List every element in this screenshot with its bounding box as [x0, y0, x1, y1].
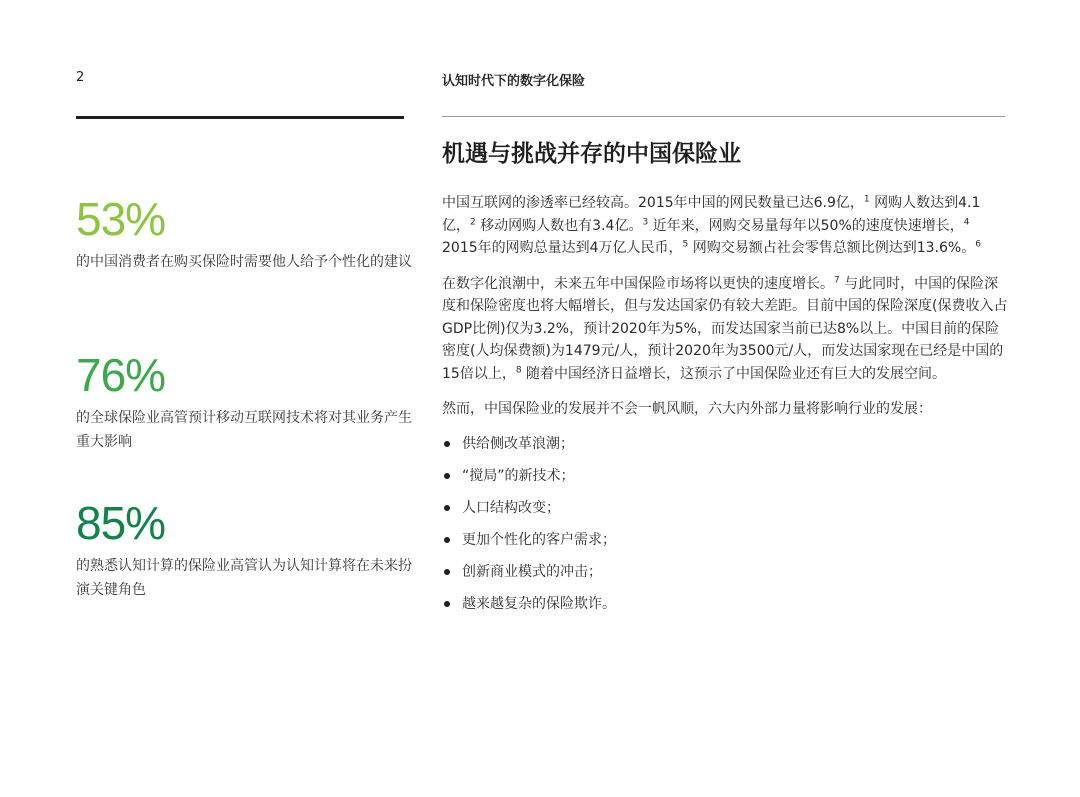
list-item-text: 供给侧改革浪潮； [462, 435, 574, 452]
stat-value: 76% [76, 349, 166, 401]
stat-value: 53% [76, 193, 166, 245]
footnote-ref: 3 [642, 216, 649, 227]
page-number: 2 [76, 70, 85, 85]
bullet-icon [444, 601, 450, 607]
list-item-text: 人口结构改变； [462, 499, 560, 516]
footnote-ref: 7 [834, 274, 840, 285]
footnote-ref: 8 [515, 364, 522, 375]
paragraph-text: 中国互联网的渗透率已经较高。2015年中国的网民数量已达6.9亿， [442, 195, 864, 211]
paragraph-market-growth [442, 273, 1008, 386]
stat-block-85 [76, 498, 416, 602]
list-item-text: “搅局”的新技术； [462, 467, 575, 484]
list-item [442, 498, 1008, 518]
running-header: 认知时代下的数字化保险 [442, 74, 586, 89]
stat-description: 的熟悉认知计算的保险业高管认为认知计算将在未来扮演关键角色 [76, 558, 412, 598]
left-divider [76, 116, 404, 119]
forces-list [442, 434, 1008, 614]
footnote-ref: 5 [682, 239, 689, 250]
bullet-icon [444, 569, 450, 575]
stat-block-53 [76, 194, 416, 274]
stat-description: 的全球保险业高管预计移动互联网技术将对其业务产生重大影响 [76, 410, 412, 450]
article-title: 机遇与挑战并存的中国保险业 [442, 141, 741, 167]
paragraph-six-forces: 然而，中国保险业的发展并不会一帆风顺，六大内外部力量将影响行业的发展： [442, 401, 932, 417]
paragraph-text: 近年来，网购交易量每年以50%的速度快速增长， [648, 217, 964, 234]
stat-value: 85% [76, 497, 166, 549]
list-item-text: 越来越复杂的保险欺诈。 [462, 595, 616, 612]
paragraph-text: 2015年的网购总量达到4万亿人民币， [442, 240, 683, 256]
paragraph-text: 移动网购人数也有3.4亿。 [475, 217, 643, 234]
footnote-ref: 6 [975, 239, 981, 250]
stat-block-76 [76, 350, 416, 454]
paragraph-text: 网购交易额占社会零售总额比例达到13.6%。 [688, 240, 976, 256]
bullet-icon [444, 473, 450, 479]
list-item [442, 434, 1008, 454]
bullet-icon [444, 441, 450, 447]
bullet-icon [444, 537, 450, 543]
footnote-ref: 2 [470, 216, 476, 227]
list-item [442, 530, 1008, 550]
list-item [442, 466, 1008, 486]
paragraph-text: 网购人数达到4.1亿， [442, 195, 981, 234]
right-divider [442, 116, 1005, 117]
footnote-ref: 4 [963, 216, 970, 227]
list-item [442, 594, 1008, 614]
paragraph-text: 在数字化浪潮中，未来五年中国保险市场将以更快的速度增长。 [442, 275, 834, 292]
bullet-icon [444, 505, 450, 511]
paragraph-internet-penetration [442, 192, 1008, 260]
paragraph-text: 与此同时，中国的保险深度和保险密度也将大幅增长，但与发达国家仍有较大差距。目前中国的保险深度(保费收入占GDP比例)仅为3.2%，预计2020年为5%，而发达国家当前已达8%以上。中国目前的保险密度(人均保费额)为1479元/人，预计2020年为3500元/人，而发达国家现在已经是中国的15倍以上， [442, 275, 1008, 382]
article [442, 138, 1008, 626]
paragraph-text: 随着中国经济日益增长，这预示了中国保险业还有巨大的发展空间。 [521, 365, 947, 382]
list-item-text: 创新商业模式的冲击； [462, 563, 602, 580]
footnote-ref: 1 [863, 194, 870, 205]
stat-description: 的中国消费者在购买保险时需要他人给予个性化的建议 [76, 254, 412, 270]
list-item-text: 更加个性化的客户需求； [462, 531, 616, 548]
list-item [442, 562, 1008, 582]
